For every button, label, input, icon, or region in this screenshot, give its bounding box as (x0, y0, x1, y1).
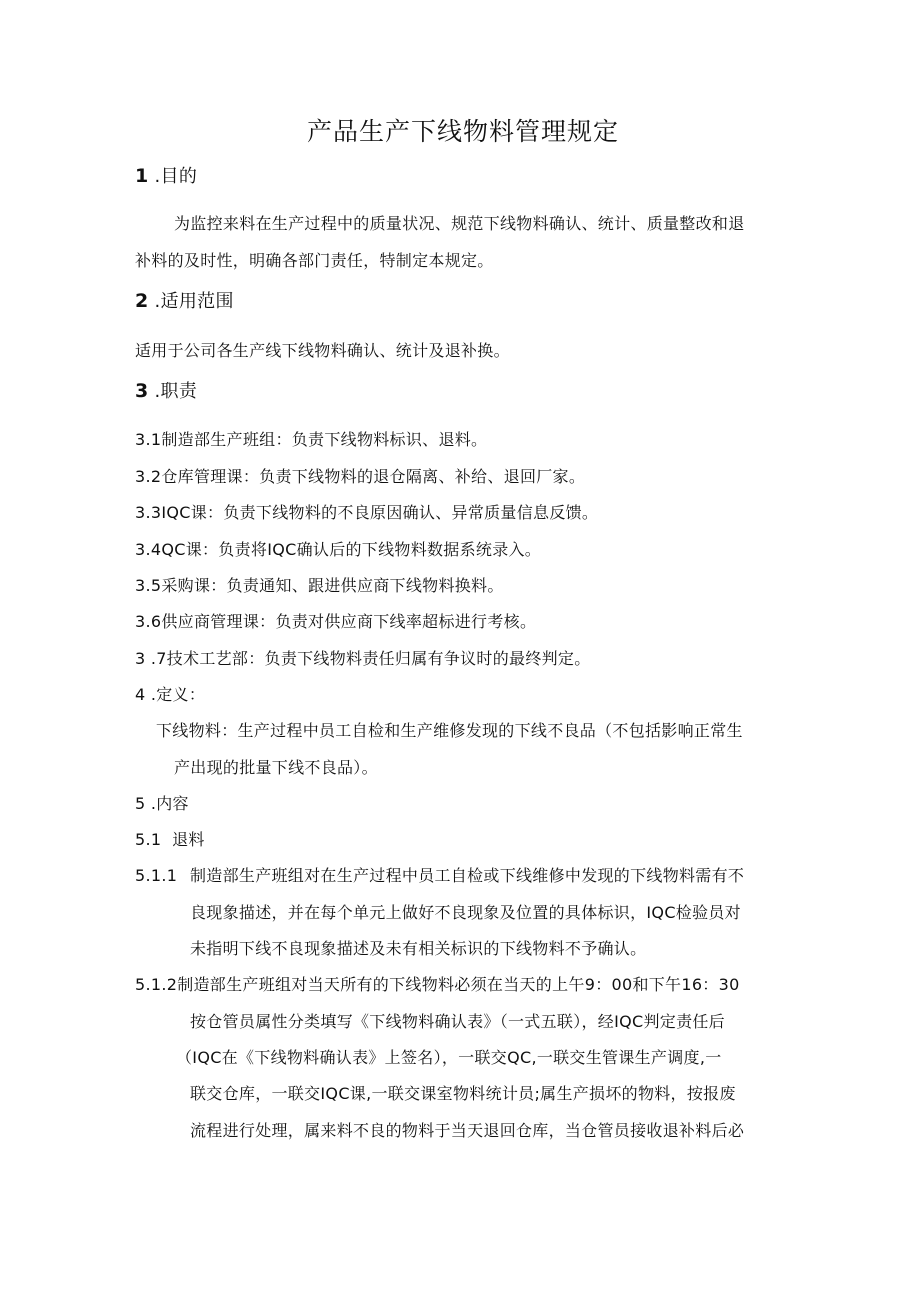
clause-number: 5.1.1 (135, 866, 178, 885)
paragraph-line: 下线物料：生产过程中员工自检和生产维修发现的下线不良品（不包括影响正常生 (156, 721, 743, 740)
responsibility-item: 3.1制造部生产班组：负责下线物料标识、退料。 (135, 430, 488, 449)
paragraph-line: 为监控来料在生产过程中的质量状况、规范下线物料确认、统计、质量整改和退 (174, 214, 745, 233)
paragraph-line: 产出现的批量下线不良品）。 (174, 758, 378, 777)
responsibility-item: 3.2仓库管理课：负责下线物料的退仓隔离、补给、退回厂家。 (135, 467, 586, 486)
paragraph-line: 制造部生产班组对在生产过程中员工自检或下线维修中发现的下线物料需有不 (190, 866, 745, 885)
paragraph-line: 良现象描述，并在每个单元上做好不良现象及位置的具体标识，IQC检验员对 (190, 903, 741, 922)
paragraph-line: 未指明下线不良现象描述及未有相关标识的下线物料不予确认。 (190, 939, 647, 958)
paragraph-line: 按仓管员属性分类填写《下线物料确认表》（一式五联），经IQC判定责任后 (190, 1012, 725, 1031)
section-label: .职责 (154, 381, 198, 402)
responsibility-item: 3.4QC课：负责将IQC确认后的下线物料数据系统录入。 (135, 540, 542, 559)
responsibility-item: 3 .7技术工艺部：负责下线物料责任归属有争议时的最终判定。 (135, 649, 591, 668)
paragraph-line: 补料的及时性，明确各部门责任，特制定本规定。 (135, 251, 494, 270)
section-number: 2 (135, 290, 149, 312)
section-label: .目的 (154, 166, 198, 187)
responsibility-item: 3.5采购课：负责通知、跟进供应商下线物料换料。 (135, 576, 504, 595)
paragraph-line: 适用于公司各生产线下线物料确认、统计及退补换。 (135, 341, 510, 360)
section-number: 3 (135, 380, 149, 402)
section-2-heading (135, 290, 234, 313)
subsection-5-1-heading: 5.1 退料 (135, 830, 205, 849)
paragraph-line: 5.1.2制造部生产班组对当天所有的下线物料必须在当天的上午9：00和下午16：30 (135, 975, 740, 994)
section-label: .适用范围 (154, 291, 234, 312)
responsibility-item: 3.6供应商管理课：负责对供应商下线率超标进行考核。 (135, 612, 537, 631)
section-4-heading: 4 .定义： (135, 685, 206, 704)
section-5-heading: 5 .内容 (135, 794, 189, 813)
section-number: 1 (135, 165, 149, 187)
responsibility-item: 3.3IQC课：负责下线物料的不良原因确认、异常质量信息反馈。 (135, 503, 599, 522)
paragraph-line: 联交仓库，一联交IQC课,一联交课室物料统计员;属生产损坏的物料，按报废 (190, 1084, 736, 1103)
section-1-heading (135, 165, 197, 188)
paragraph-line: 流程进行处理，属来料不良的物料于当天退回仓库，当仓管员接收退补料后必 (190, 1121, 745, 1140)
document-title: 产品生产下线物料管理规定 (307, 117, 620, 146)
paragraph-line: （IQC在《下线物料确认表》上签名），一联交QC,一联交生管课生产调度,一 (176, 1048, 722, 1067)
section-3-heading (135, 380, 197, 403)
